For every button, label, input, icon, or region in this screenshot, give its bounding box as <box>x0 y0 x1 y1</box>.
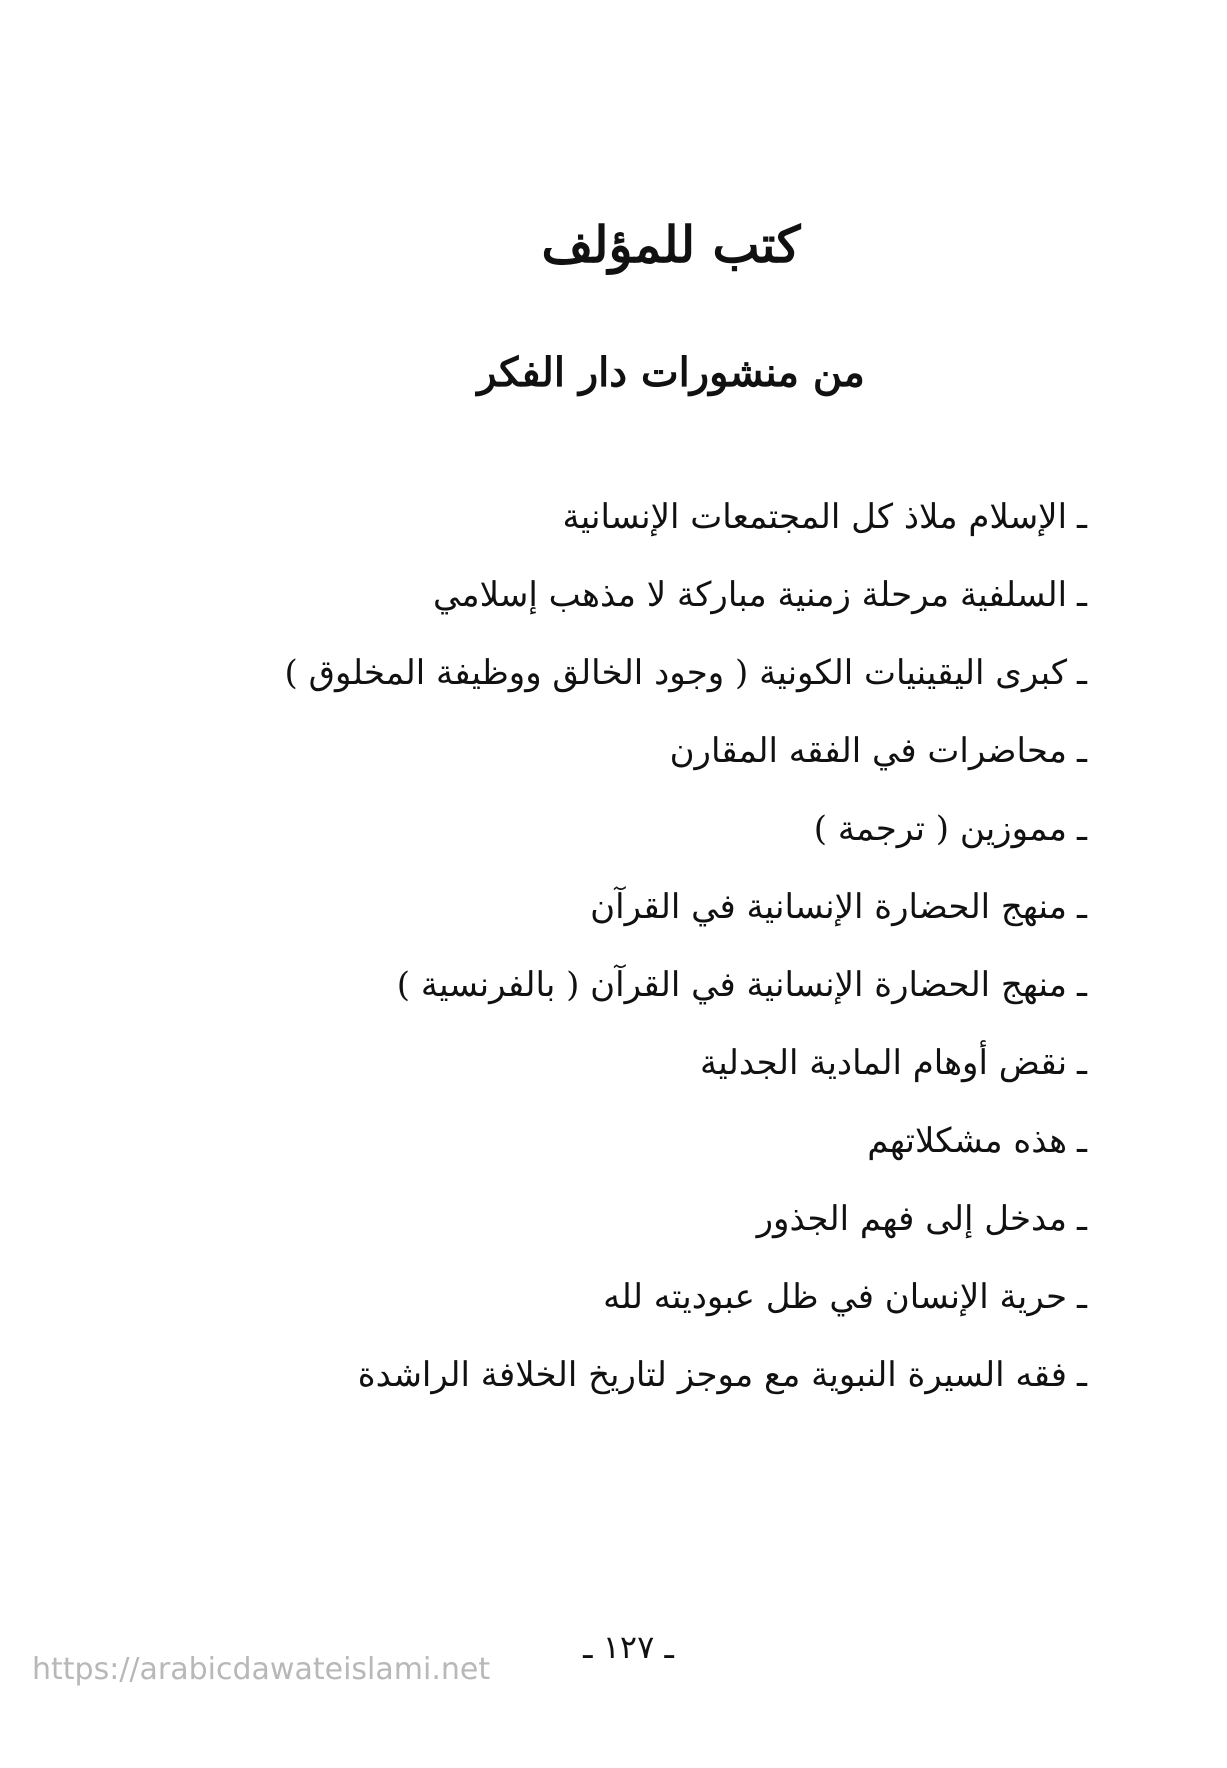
list-item <box>147 556 1087 634</box>
list-marker: ـ <box>1077 1121 1087 1161</box>
list-item <box>147 1258 1087 1336</box>
book-title: فقه السيرة النبوية مع موجز لتاريخ الخلافة الراشدة <box>357 1355 1068 1395</box>
source-watermark: https://arabicdawateislami.net <box>32 1652 491 1687</box>
list-item <box>147 946 1087 1024</box>
list-item <box>147 790 1087 868</box>
page-number: ـ ١٢٧ ـ <box>583 1628 674 1666</box>
list-item <box>147 712 1087 790</box>
book-title: منهج الحضارة الإنسانية في القرآن <box>590 887 1068 927</box>
book-title: الإسلام ملاذ كل المجتمعات الإنسانية <box>562 497 1068 537</box>
books-list <box>147 478 1087 1414</box>
book-title: هذه مشكلاتهم <box>867 1121 1068 1161</box>
list-marker: ـ <box>1077 731 1087 771</box>
list-item <box>147 1102 1087 1180</box>
page-title: كتب للمؤلف <box>541 215 801 274</box>
book-title: السلفية مرحلة زمنية مباركة لا مذهب إسلامي <box>433 575 1068 615</box>
book-title: نقض أوهام المادية الجدلية <box>699 1043 1068 1083</box>
book-title: محاضرات في الفقه المقارن <box>669 731 1068 771</box>
list-marker: ـ <box>1077 575 1087 615</box>
list-marker: ـ <box>1077 653 1087 693</box>
list-item <box>147 1180 1087 1258</box>
list-marker: ـ <box>1077 809 1087 849</box>
list-marker: ـ <box>1077 1355 1087 1395</box>
list-marker: ـ <box>1077 965 1087 1005</box>
book-title: منهج الحضارة الإنسانية في القرآن ( بالفرنسية ) <box>396 965 1068 1005</box>
book-title: مدخل إلى فهم الجذور <box>756 1199 1068 1239</box>
page-subtitle: من منشورات دار الفكر <box>477 349 865 396</box>
list-item <box>147 1336 1087 1414</box>
book-title: حرية الإنسان في ظل عبوديته لله <box>603 1277 1068 1317</box>
book-title: مموزين ( ترجمة ) <box>813 809 1068 849</box>
list-marker: ـ <box>1077 497 1087 537</box>
list-item <box>147 634 1087 712</box>
list-marker: ـ <box>1077 1043 1087 1083</box>
book-title: كبرى اليقينيات الكونية ( وجود الخالق ووظيفة المخلوق ) <box>284 653 1068 693</box>
list-marker: ـ <box>1077 1199 1087 1239</box>
list-marker: ـ <box>1077 1277 1087 1317</box>
list-item <box>147 868 1087 946</box>
list-marker: ـ <box>1077 887 1087 927</box>
list-item <box>147 478 1087 556</box>
list-item <box>147 1024 1087 1102</box>
